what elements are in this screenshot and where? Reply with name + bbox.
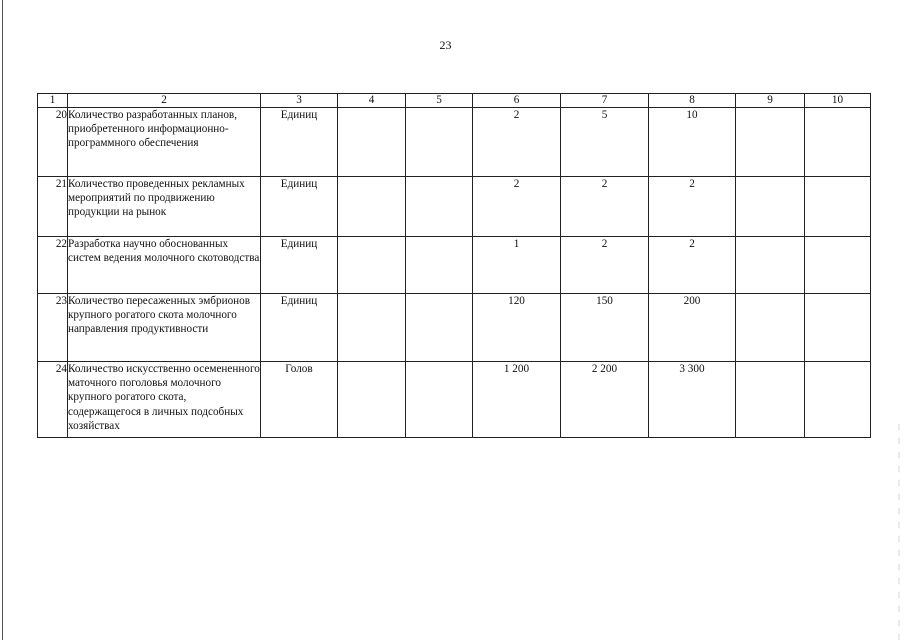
table-row: [38, 362, 871, 438]
value-col-10: [805, 237, 871, 294]
value-col-9: [736, 237, 805, 294]
header-cell-8: 8: [649, 94, 736, 108]
indicator-name: Количество проведенных рекламных мероприятий по продвижению продукции на рынок: [68, 177, 261, 237]
value-col-8: 3 300: [649, 362, 736, 438]
page-number: 23: [439, 38, 452, 52]
page-scan-edge: [2, 0, 3, 640]
indicator-name: Разработка научно обоснованных систем ведения молочного скотоводства: [68, 237, 261, 294]
row-number: 22: [38, 237, 68, 294]
table-row: [38, 177, 871, 237]
value-col-4: [338, 237, 406, 294]
header-cell-7: 7: [561, 94, 649, 108]
value-col-4: [338, 294, 406, 362]
value-col-9: [736, 108, 805, 177]
header-cell-1: 1: [38, 94, 68, 108]
value-col-6: 120: [473, 294, 561, 362]
row-number: 23: [38, 294, 68, 362]
value-col-10: [805, 362, 871, 438]
header-cell-10: 10: [805, 94, 871, 108]
unit-cell: Единиц: [261, 108, 338, 177]
header-cell-9: 9: [736, 94, 805, 108]
indicators-table: [37, 93, 871, 438]
value-col-8: 200: [649, 294, 736, 362]
header-cell-4: 4: [338, 94, 406, 108]
value-col-6: 1 200: [473, 362, 561, 438]
value-col-5: [406, 362, 473, 438]
value-col-6: 2: [473, 177, 561, 237]
value-col-7: 2: [561, 177, 649, 237]
unit-cell: Единиц: [261, 237, 338, 294]
unit-cell: Единиц: [261, 177, 338, 237]
value-col-7: 150: [561, 294, 649, 362]
row-number: 20: [38, 108, 68, 177]
header-cell-2: 2: [68, 94, 261, 108]
header-cell-5: 5: [406, 94, 473, 108]
value-col-10: [805, 108, 871, 177]
value-col-4: [338, 362, 406, 438]
value-col-9: [736, 177, 805, 237]
value-col-4: [338, 177, 406, 237]
table-header-row: [38, 94, 871, 108]
table-row: [38, 237, 871, 294]
value-col-4: [338, 108, 406, 177]
unit-cell: Голов: [261, 362, 338, 438]
value-col-10: [805, 177, 871, 237]
table-row: [38, 294, 871, 362]
indicator-name: Количество искусственно осемененного маточного поголовья молочного крупного рогатого скота, содержащегося в личных подсобных хозяйствах: [68, 362, 261, 438]
value-col-5: [406, 294, 473, 362]
value-col-9: [736, 362, 805, 438]
value-col-8: 2: [649, 177, 736, 237]
header-cell-3: 3: [261, 94, 338, 108]
value-col-8: 10: [649, 108, 736, 177]
value-col-5: [406, 237, 473, 294]
value-col-7: 2 200: [561, 362, 649, 438]
table-row: [38, 108, 871, 177]
value-col-10: [805, 294, 871, 362]
value-col-7: 2: [561, 237, 649, 294]
value-col-7: 5: [561, 108, 649, 177]
indicator-name: Количество разработанных планов, приобретенного информационно-программного обеспечения: [68, 108, 261, 177]
row-number: 24: [38, 362, 68, 438]
indicator-name: Количество пересаженных эмбрионов крупного рогатого скота молочного направления продуктивности: [68, 294, 261, 362]
row-number: 21: [38, 177, 68, 237]
value-col-6: 1: [473, 237, 561, 294]
value-col-9: [736, 294, 805, 362]
value-col-5: [406, 108, 473, 177]
value-col-6: 2: [473, 108, 561, 177]
scan-noise: [898, 420, 900, 640]
unit-cell: Единиц: [261, 294, 338, 362]
value-col-8: 2: [649, 237, 736, 294]
value-col-5: [406, 177, 473, 237]
header-cell-6: 6: [473, 94, 561, 108]
